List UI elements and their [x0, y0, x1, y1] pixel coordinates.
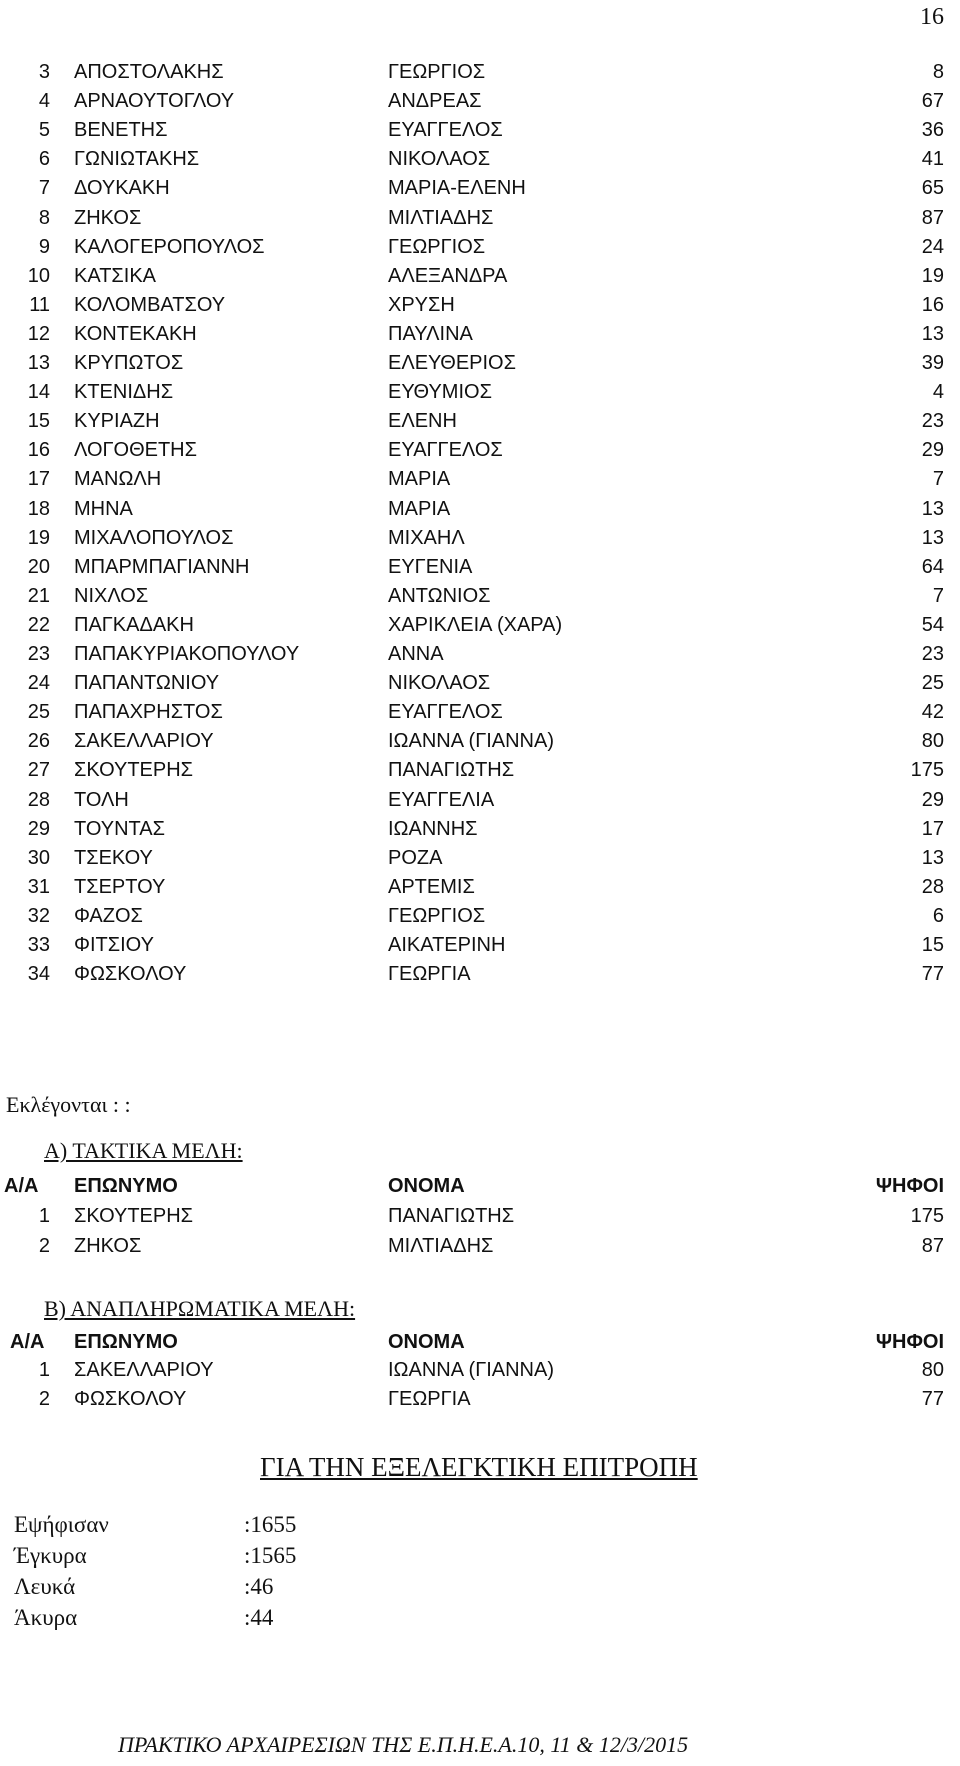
candidate-row — [0, 873, 960, 902]
candidate-num: 16 — [27, 439, 50, 461]
candidate-surname: ΛΟΓΟΘΕΤΗΣ — [74, 439, 197, 461]
candidate-surname: ΤΟΥΝΤΑΣ — [74, 818, 165, 840]
candidate-votes: 64 — [921, 556, 944, 578]
candidate-name: ΓΕΩΡΓΙΑ — [388, 963, 471, 985]
candidate-name: ΧΡΥΣΗ — [388, 294, 455, 316]
candidate-row — [0, 291, 960, 320]
candidate-row — [0, 960, 960, 989]
candidate-row — [0, 233, 960, 262]
candidate-num: 32 — [27, 905, 50, 927]
candidate-name: ΜΑΡΙΑ-ΕΛΕΝΗ — [388, 177, 526, 199]
candidate-row — [0, 495, 960, 524]
candidate-surname: ΖΗΚΟΣ — [74, 207, 142, 229]
candidate-surname: ΜΠΑΡΜΠΑΓΙΑΝΝΗ — [74, 556, 250, 578]
candidate-votes: 13 — [921, 847, 944, 869]
candidate-row — [0, 815, 960, 844]
row-surname: ΖΗΚΟΣ — [74, 1235, 142, 1257]
candidate-num: 21 — [27, 585, 50, 607]
stat-label: Άκυρα — [14, 1605, 78, 1630]
candidate-name: ΕΥΑΓΓΕΛΟΣ — [388, 439, 503, 461]
candidate-name: ΕΥΓΕΝΙΑ — [388, 556, 473, 578]
candidate-row — [0, 902, 960, 931]
candidate-votes: 42 — [921, 701, 944, 723]
candidate-name: ΓΕΩΡΓΙΟΣ — [388, 236, 486, 258]
regular-row — [0, 1232, 960, 1261]
candidate-num: 23 — [27, 643, 50, 665]
stat-label: Έγκυρα — [14, 1543, 87, 1568]
candidate-votes: 7 — [932, 468, 944, 490]
candidate-votes: 25 — [921, 672, 944, 694]
candidate-num: 5 — [38, 119, 50, 141]
page-number: 16 — [920, 4, 944, 30]
candidate-surname: ΜΑΝΩΛΗ — [74, 468, 162, 490]
substitute-row — [0, 1356, 960, 1385]
candidate-name: ΙΩΑΝΝΗΣ — [388, 818, 478, 840]
candidate-row — [0, 524, 960, 553]
candidate-votes: 13 — [921, 323, 944, 345]
row-surname: ΣΑΚΕΛΛΑΡΙΟΥ — [74, 1359, 214, 1381]
regular-row — [0, 1202, 960, 1231]
candidate-num: 31 — [27, 876, 50, 898]
row-name: ΓΕΩΡΓΙΑ — [388, 1388, 471, 1410]
row-surname: ΦΩΣΚΟΛΟΥ — [74, 1388, 187, 1410]
header-surname: ΕΠΩΝΥΜΟ — [74, 1175, 178, 1197]
candidate-votes: 77 — [921, 963, 944, 985]
candidate-num: 9 — [38, 236, 50, 258]
row-name: ΙΩΑΝΝΑ (ΓΙΑΝΝΑ) — [388, 1359, 554, 1381]
candidate-name: ΜΙΧΑΗΛ — [388, 527, 465, 549]
candidate-name: ΡΟΖΑ — [388, 847, 443, 869]
candidate-name: ΕΥΑΓΓΕΛΟΣ — [388, 119, 503, 141]
candidate-surname: ΠΑΓΚΑΔΑΚΗ — [74, 614, 194, 636]
candidate-surname: ΦΙΤΣΙΟΥ — [74, 934, 154, 956]
candidate-num: 17 — [27, 468, 50, 490]
elected-label: Εκλέγονται : : — [6, 1092, 131, 1117]
candidate-row — [0, 116, 960, 145]
candidate-surname: ΑΠΟΣΤΟΛΑΚΗΣ — [74, 61, 224, 83]
candidate-surname: ΚΟΝΤΕΚΑΚΗ — [74, 323, 197, 345]
candidate-votes: 87 — [921, 207, 944, 229]
candidate-num: 3 — [38, 61, 50, 83]
candidate-votes: 80 — [921, 730, 944, 752]
stat-value: :1565 — [244, 1543, 297, 1568]
candidate-votes: 19 — [921, 265, 944, 287]
candidate-votes: 24 — [921, 236, 944, 258]
candidate-row — [0, 669, 960, 698]
candidate-num: 14 — [27, 381, 50, 403]
candidate-num: 30 — [27, 847, 50, 869]
candidate-votes: 13 — [921, 527, 944, 549]
candidate-num: 8 — [38, 207, 50, 229]
candidate-name: ΑΝΔΡΕΑΣ — [388, 90, 482, 112]
candidate-row — [0, 436, 960, 465]
candidate-votes: 29 — [921, 789, 944, 811]
candidate-row — [0, 465, 960, 494]
candidate-num: 20 — [27, 556, 50, 578]
candidate-name: ΕΥΑΓΓΕΛΟΣ — [388, 701, 503, 723]
header-surname: ΕΠΩΝΥΜΟ — [74, 1331, 178, 1353]
row-name: ΜΙΛΤΙΑΔΗΣ — [388, 1235, 494, 1257]
regular-header-row — [0, 1172, 960, 1201]
candidate-name: ΝΙΚΟΛΑΟΣ — [388, 672, 491, 694]
row-votes: 77 — [921, 1388, 944, 1410]
candidate-num: 13 — [27, 352, 50, 374]
candidate-votes: 16 — [921, 294, 944, 316]
candidate-surname: ΤΣΕΚΟΥ — [74, 847, 153, 869]
header-num: Α/Α — [4, 1175, 39, 1197]
candidate-row — [0, 262, 960, 291]
row-surname: ΣΚΟΥΤΕΡΗΣ — [74, 1205, 194, 1227]
header-num: Α/Α — [10, 1331, 45, 1353]
candidate-surname: ΤΟΛΗ — [74, 789, 129, 811]
candidate-votes: 36 — [921, 119, 944, 141]
candidate-name: ΓΕΩΡΓΙΟΣ — [388, 61, 486, 83]
candidate-num: 10 — [27, 265, 50, 287]
candidate-num: 25 — [27, 701, 50, 723]
candidate-surname: ΚΥΡΙΑΖΗ — [74, 410, 160, 432]
candidate-surname: ΜΗΝΑ — [74, 498, 133, 520]
candidate-surname: ΦΩΣΚΟΛΟΥ — [74, 963, 187, 985]
row-num: 1 — [38, 1205, 50, 1227]
row-num: 2 — [38, 1235, 50, 1257]
candidate-surname: ΑΡΝΑΟΥΤΟΓΛΟΥ — [74, 90, 235, 112]
row-votes: 80 — [921, 1359, 944, 1381]
candidate-row — [0, 378, 960, 407]
candidate-row — [0, 145, 960, 174]
header-name: ΟΝΟΜΑ — [388, 1175, 465, 1197]
candidate-num: 12 — [27, 323, 50, 345]
candidate-surname: ΚΑΛΟΓΕΡΟΠΟΥΛΟΣ — [74, 236, 265, 258]
candidate-row — [0, 553, 960, 582]
candidate-surname: ΣΑΚΕΛΛΑΡΙΟΥ — [74, 730, 214, 752]
candidate-row — [0, 407, 960, 436]
candidate-name: ΕΛΕΥΘΕΡΙΟΣ — [388, 352, 516, 374]
candidate-name: ΕΛΕΝΗ — [388, 410, 457, 432]
candidate-name: ΜΑΡΙΑ — [388, 468, 451, 490]
candidate-surname: ΔΟΥΚΑΚΗ — [74, 177, 170, 199]
candidate-num: 26 — [27, 730, 50, 752]
candidate-votes: 28 — [921, 876, 944, 898]
candidate-name: ΑΡΤΕΜΙΣ — [388, 876, 475, 898]
candidate-votes: 15 — [921, 934, 944, 956]
candidate-num: 24 — [27, 672, 50, 694]
candidate-name: ΧΑΡΙΚΛΕΙΑ (ΧΑΡΑ) — [388, 614, 563, 636]
candidate-name: ΝΙΚΟΛΑΟΣ — [388, 148, 491, 170]
candidate-surname: ΠΑΠΑΧΡΗΣΤΟΣ — [74, 701, 223, 723]
stat-value: :46 — [244, 1574, 274, 1599]
committee-heading: ΓΙΑ ΤΗΝ ΕΞΕΛΕΓΚΤΙΚΗ ΕΠΙΤΡΟΠΗ — [260, 1452, 698, 1482]
candidate-surname: ΒΕΝΕΤΗΣ — [74, 119, 168, 141]
candidate-surname: ΚΟΛΟΜΒΑΤΣΟΥ — [74, 294, 226, 316]
candidate-votes: 29 — [921, 439, 944, 461]
candidate-row — [0, 786, 960, 815]
candidate-num: 28 — [27, 789, 50, 811]
candidate-num: 33 — [27, 934, 50, 956]
row-num: 2 — [38, 1388, 50, 1410]
row-num: 1 — [38, 1359, 50, 1381]
candidate-votes: 8 — [932, 61, 944, 83]
candidate-row — [0, 582, 960, 611]
candidate-surname: ΚΡΥΠΩΤΟΣ — [74, 352, 184, 374]
candidate-name: ΜΑΡΙΑ — [388, 498, 451, 520]
candidate-row — [0, 844, 960, 873]
candidate-row — [0, 204, 960, 233]
candidate-num: 15 — [27, 410, 50, 432]
candidate-row — [0, 756, 960, 785]
header-name: ΟΝΟΜΑ — [388, 1331, 465, 1353]
candidate-surname: ΣΚΟΥΤΕΡΗΣ — [74, 759, 194, 781]
candidate-votes: 17 — [921, 818, 944, 840]
candidate-surname: ΠΑΠΑΝΤΩΝΙΟΥ — [74, 672, 220, 694]
candidate-votes: 7 — [932, 585, 944, 607]
candidate-num: 29 — [27, 818, 50, 840]
candidate-votes: 65 — [921, 177, 944, 199]
candidate-votes: 41 — [921, 148, 944, 170]
candidate-num: 19 — [27, 527, 50, 549]
candidate-row — [0, 58, 960, 87]
candidate-row — [0, 640, 960, 669]
candidate-surname: ΚΤΕΝΙΔΗΣ — [74, 381, 174, 403]
substitute-header-row — [0, 1328, 960, 1357]
candidate-name: ΑΙΚΑΤΕΡΙΝΗ — [388, 934, 506, 956]
candidate-surname: ΝΙΧΛΟΣ — [74, 585, 149, 607]
candidate-row — [0, 698, 960, 727]
candidate-num: 27 — [27, 759, 50, 781]
candidate-name: ΓΕΩΡΓΙΟΣ — [388, 905, 486, 927]
header-votes: ΨΗΦΟΙ — [875, 1175, 944, 1197]
candidate-votes: 4 — [932, 381, 944, 403]
row-name: ΠΑΝΑΓΙΩΤΗΣ — [388, 1205, 515, 1227]
candidate-num: 11 — [29, 294, 50, 316]
candidate-surname: ΓΩΝΙΩΤΑΚΗΣ — [74, 148, 200, 170]
stat-label: Εψήφισαν — [14, 1512, 109, 1537]
candidate-name: ΑΛΕΞΑΝΔΡΑ — [388, 265, 508, 287]
candidate-surname: ΦΑΖΟΣ — [74, 905, 143, 927]
candidate-name: ΕΥΘΥΜΙΟΣ — [388, 381, 492, 403]
candidate-num: 22 — [27, 614, 50, 636]
regular-members-title: Α) ΤΑΚΤΙΚΑ ΜΕΛΗ: — [44, 1138, 243, 1163]
candidate-row — [0, 931, 960, 960]
footer-text: ΠΡΑΚΤΙΚΟ ΑΡΧΑΙΡΕΣΙΩΝ ΤΗΣ Ε.Π.Η.Ε.Α.10, 11 & 12/3/2015 — [118, 1732, 689, 1757]
candidate-surname: ΤΣΕΡΤΟΥ — [74, 876, 166, 898]
candidate-votes: 23 — [921, 410, 944, 432]
stat-value: :1655 — [244, 1512, 297, 1537]
header-votes: ΨΗΦΟΙ — [875, 1331, 944, 1353]
candidate-votes: 23 — [921, 643, 944, 665]
stat-label: Λευκά — [14, 1574, 76, 1599]
candidate-name: ΑΝΤΩΝΙΟΣ — [388, 585, 491, 607]
candidate-num: 34 — [27, 963, 50, 985]
candidate-name: ΑΝΝΑ — [388, 643, 444, 665]
stat-value: :44 — [244, 1605, 274, 1630]
candidate-num: 18 — [27, 498, 50, 520]
candidate-num: 6 — [38, 148, 50, 170]
candidate-surname: ΚΑΤΣΙΚΑ — [74, 265, 157, 287]
candidate-name: ΙΩΑΝΝΑ (ΓΙΑΝΝΑ) — [388, 730, 554, 752]
candidate-name: ΠΑΥΛΙΝΑ — [388, 323, 473, 345]
candidate-votes: 6 — [932, 905, 944, 927]
candidate-surname: ΠΑΠΑΚΥΡΙΑΚΟΠΟΥΛΟΥ — [74, 643, 300, 665]
candidate-name: ΕΥΑΓΓΕΛΙΑ — [388, 789, 495, 811]
candidate-row — [0, 611, 960, 640]
candidate-num: 4 — [38, 90, 50, 112]
substitute-row — [0, 1385, 960, 1414]
candidate-row — [0, 727, 960, 756]
candidate-name: ΠΑΝΑΓΙΩΤΗΣ — [388, 759, 515, 781]
substitute-members-title: Β) ΑΝΑΠΛΗΡΩΜΑΤΙΚΑ ΜΕΛΗ: — [44, 1296, 356, 1321]
candidate-row — [0, 174, 960, 203]
row-votes: 87 — [921, 1235, 944, 1257]
candidate-votes: 13 — [921, 498, 944, 520]
candidate-row — [0, 349, 960, 378]
candidate-votes: 175 — [910, 759, 944, 781]
candidate-name: ΜΙΛΤΙΑΔΗΣ — [388, 207, 494, 229]
candidate-votes: 54 — [921, 614, 944, 636]
candidate-votes: 67 — [921, 90, 944, 112]
candidate-row — [0, 87, 960, 116]
row-votes: 175 — [910, 1205, 944, 1227]
candidate-votes: 39 — [921, 352, 944, 374]
candidate-row — [0, 320, 960, 349]
candidate-num: 7 — [38, 177, 50, 199]
candidate-surname: ΜΙΧΑΛΟΠΟΥΛΟΣ — [74, 527, 234, 549]
